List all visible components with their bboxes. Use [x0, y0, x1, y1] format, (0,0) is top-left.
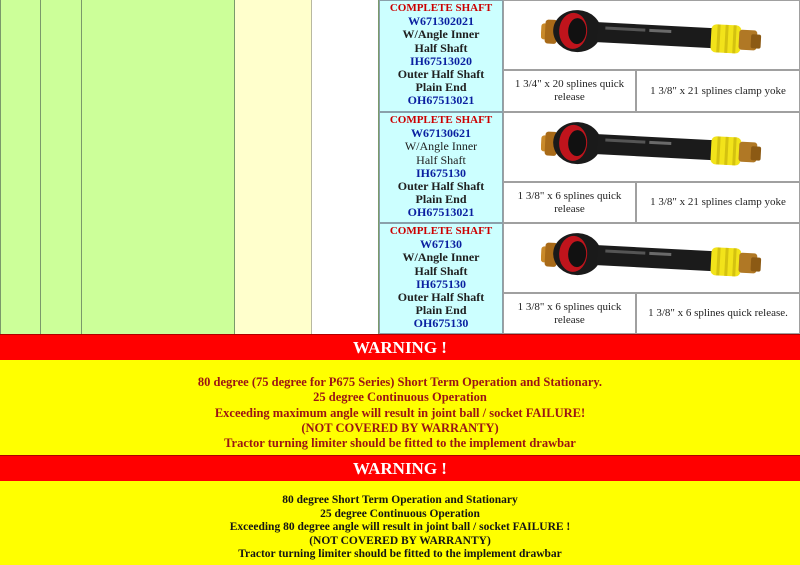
shaft-image-cell — [503, 112, 800, 182]
inner-half-label-1: W/Angle Inner — [402, 27, 480, 42]
inner-half-label-1: W/Angle Inner — [402, 250, 480, 265]
warning-line: 80 degree Short Term Operation and Stationary — [282, 494, 518, 506]
inner-half-code[interactable]: IH67513020 — [409, 53, 472, 68]
inner-half-label-1: W/Angle Inner — [404, 139, 478, 154]
pto-shaft-image — [541, 230, 763, 288]
spec-outer-cell: 1 3/8" x 6 splines quick release. — [636, 293, 800, 334]
spec-inner-cell: 1 3/8" x 6 splines quick release — [503, 182, 636, 223]
outer-half-label-1: Outer Half Shaft — [397, 67, 485, 82]
outer-half-code[interactable]: OH67513021 — [407, 93, 475, 108]
outer-half-label-1: Outer Half Shaft — [397, 290, 485, 305]
complete-shaft-code[interactable]: W671302021 — [408, 14, 474, 29]
spec-outer-cell: 1 3/8" x 21 splines clamp yoke — [636, 182, 800, 223]
warning-title: WARNING ! — [0, 334, 800, 360]
shaft-description-cell — [379, 112, 503, 223]
spec-inner-cell: 1 3/8" x 6 splines quick release — [503, 293, 636, 334]
warning-title: WARNING ! — [0, 455, 800, 481]
empty-column-5 — [312, 0, 379, 334]
complete-shaft-label: COMPLETE SHAFT — [389, 225, 493, 237]
spec-outer-cell: 1 3/8" x 21 splines clamp yoke — [636, 70, 800, 112]
shaft-description-cell — [379, 223, 503, 334]
shaft-image-cell — [503, 0, 800, 70]
inner-half-code[interactable]: IH675130 — [415, 165, 466, 180]
warning-line: 25 degree Continuous Operation — [313, 390, 487, 405]
warning-body — [0, 360, 800, 455]
complete-shaft-code[interactable]: W67130621 — [411, 126, 471, 141]
warning-body — [0, 481, 800, 565]
empty-column-4 — [235, 0, 312, 334]
shaft-image-cell — [503, 223, 800, 293]
inner-half-code[interactable]: IH675130 — [415, 276, 466, 291]
warning-line: Tractor turning limiter should be fitted to the implement drawbar — [238, 548, 562, 561]
warning-line: 80 degree (75 degree for P675 Series) Short Term Operation and Stationary. — [197, 375, 603, 389]
outer-half-label-2: Plain End — [415, 303, 467, 318]
empty-column-2 — [41, 0, 82, 334]
outer-half-label-2: Plain End — [415, 80, 467, 95]
complete-shaft-code[interactable]: W67130 — [420, 237, 462, 252]
warning-line: (NOT COVERED BY WARRANTY) — [309, 534, 491, 547]
outer-half-label-2: Plain End — [415, 192, 467, 207]
complete-shaft-label: COMPLETE SHAFT — [389, 2, 493, 14]
warning-line: Tractor turning limiter should be fitted to the implement drawbar — [224, 436, 576, 451]
inner-half-label-2: Half Shaft — [414, 40, 468, 55]
outer-half-code[interactable]: OH67513021 — [407, 205, 475, 220]
spec-inner-cell: 1 3/4" x 20 splines quick release — [503, 70, 636, 112]
empty-column-3 — [82, 0, 235, 334]
outer-half-label-1: Outer Half Shaft — [397, 179, 485, 194]
warning-line: Exceeding maximum angle will result in joint ball / socket FAILURE! — [214, 405, 586, 420]
empty-column-1 — [0, 0, 41, 334]
shaft-description-cell — [379, 0, 503, 112]
inner-half-label-2: Half Shaft — [416, 152, 466, 167]
inner-half-label-2: Half Shaft — [414, 263, 468, 278]
pto-shaft-image — [541, 119, 763, 177]
complete-shaft-label: COMPLETE SHAFT — [389, 114, 493, 126]
warning-line: 25 degree Continuous Operation — [320, 507, 480, 520]
pto-shaft-image — [541, 7, 763, 65]
warning-line: (NOT COVERED BY WARRANTY) — [301, 420, 499, 435]
warning-line: Exceeding 80 degree angle will result in joint ball / socket FAILURE ! — [229, 521, 571, 534]
outer-half-code[interactable]: OH675130 — [413, 316, 469, 331]
